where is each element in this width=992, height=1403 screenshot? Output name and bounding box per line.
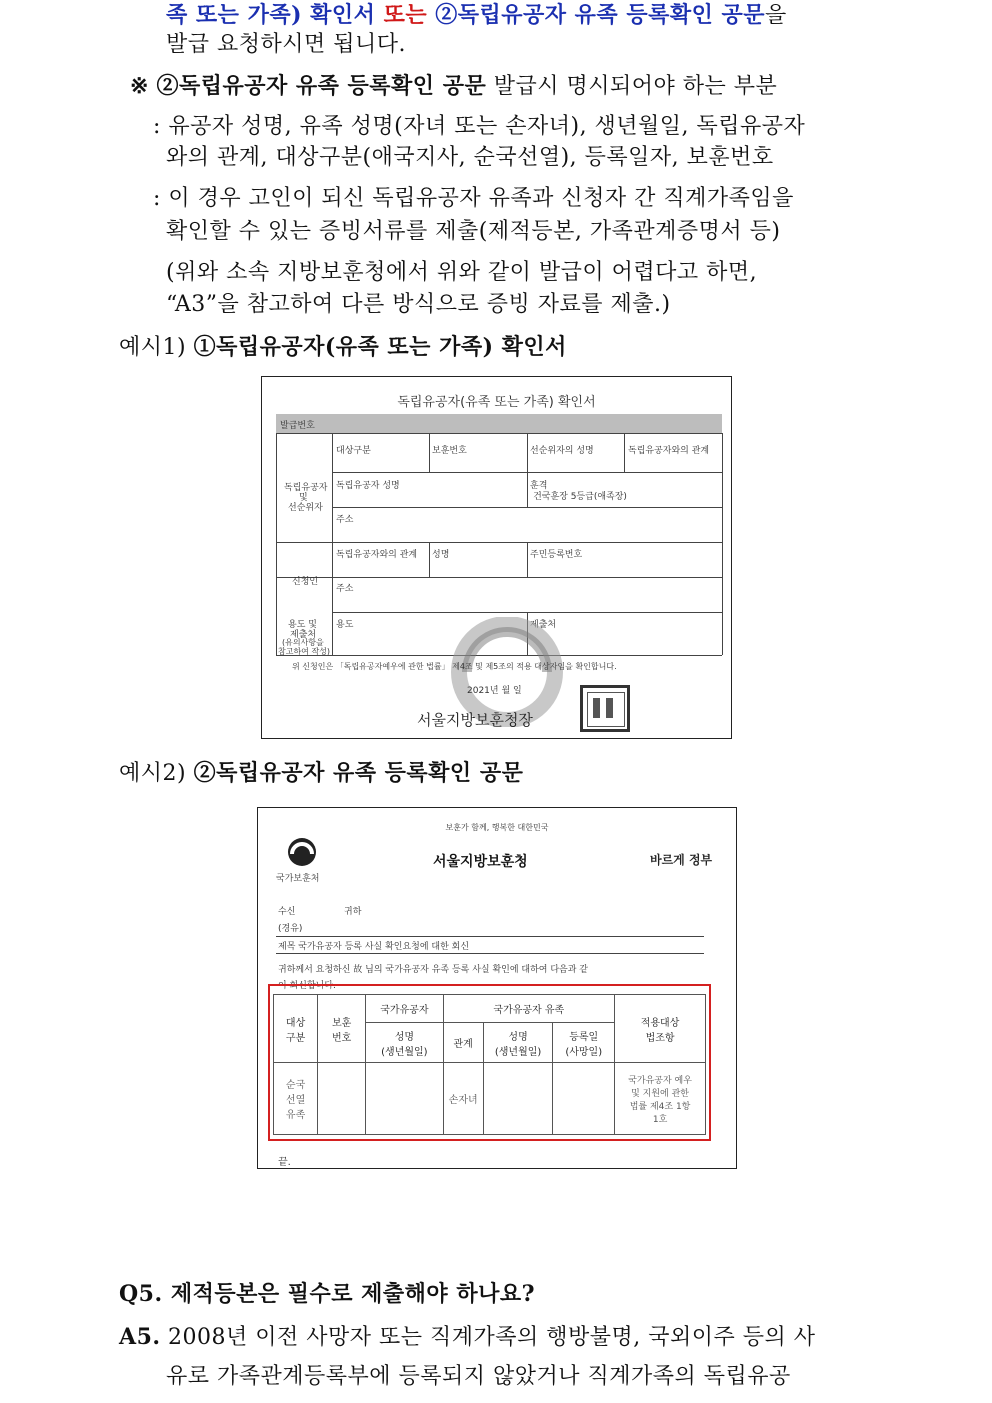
note-rest: 발급시 명시되어야 하는 부분	[486, 74, 778, 99]
cert-left3c: (유의사항을	[282, 638, 324, 647]
cert-rel2: 독립유공자와의 관계	[336, 550, 418, 560]
a5-line-1	[119, 1322, 816, 1353]
cert-heading: 독립유공자(유족 또는 가족) 확인서	[397, 395, 596, 410]
cert-left1b: 및	[299, 493, 308, 503]
note-bullet-1a: : 유공자 성명, 유족 성명(자녀 또는 손자녀), 생년월일, 독립유공자	[153, 114, 806, 139]
letter-recipient-val: 귀하	[344, 907, 362, 917]
cert-left1a: 독립유공자	[284, 483, 328, 493]
a5-label: A5.	[119, 1324, 161, 1350]
cert-merit: 훈격	[530, 481, 548, 491]
cert-left2: 신청인	[292, 577, 319, 587]
cert-resident-no: 주민등록번호	[530, 550, 583, 560]
cert-name: 독립유공자 성명	[336, 481, 400, 491]
td-name2	[483, 1063, 553, 1135]
note-bullet-1b: 와의 관계, 대상구분(애국지사, 순국선열), 등록일자, 보훈번호	[166, 145, 774, 170]
example1-heading	[119, 332, 567, 363]
q5-question	[119, 1279, 535, 1309]
note-title: ②독립유공자 유족 등록확인 공문	[156, 73, 487, 99]
note-bullet-2b: 확인할 수 있는 증빙서류를 제출(제적등본, 가족관계증명서 등)	[166, 219, 781, 244]
note-mark: ※	[130, 73, 149, 99]
th-name2: 성명 (생년월일)	[483, 1023, 553, 1063]
letter-body-2: 이 회신합니다.	[278, 981, 336, 991]
letter-subject: 제목 국가유공자 등록 사실 확인요청에 대한 회신	[278, 942, 470, 952]
letter-info-table	[273, 994, 706, 1135]
th-reg: 등록일 (사망일)	[553, 1023, 615, 1063]
th-name1: 성명 (생년월일)	[366, 1023, 443, 1063]
intro-or: 또는	[383, 2, 428, 28]
cert-c-relation: 독립유공자와의 관계	[628, 446, 710, 456]
td-name1	[366, 1063, 443, 1135]
letter-ministry: 국가보훈처	[276, 874, 320, 884]
th-type: 대상 구분	[274, 995, 318, 1063]
cert-left3b: 제출처	[290, 630, 317, 640]
td-law: 국가유공자 예우 및 지원에 관한 법률 제4조 1항 1호	[615, 1063, 706, 1135]
note-heading	[130, 71, 777, 102]
cert-applicant-name: 성명	[432, 550, 450, 560]
td-rel: 손자녀	[443, 1063, 483, 1135]
q5-text: 제적등본은 필수로 제출해야 하나요?	[170, 1281, 535, 1307]
cert-c-ancestor: 선순위자의 성명	[530, 446, 594, 456]
q5-label: Q5.	[119, 1281, 163, 1307]
cert-submit-to: 제출처	[530, 620, 557, 630]
letter-red-highlight-frame	[268, 984, 711, 1141]
th-family-group: 국가유공자 유족	[443, 995, 615, 1023]
cert-issue-bar	[276, 414, 722, 433]
cert-issuer: 서울지방보훈청장	[417, 711, 533, 729]
example2-heading	[119, 758, 523, 789]
example1-certificate-image	[261, 376, 732, 739]
cert-address: 주소	[336, 515, 354, 525]
cert-address2: 주소	[336, 584, 354, 594]
letter-via: (경유)	[278, 924, 303, 934]
cert-c-type: 대상구분	[336, 446, 371, 456]
cert-date: 2021년 월 일	[467, 686, 522, 696]
taegeuk-logo-icon	[286, 836, 318, 868]
letter-slogan: 보훈가 함께, 행복한 대한민국	[445, 823, 549, 832]
cert-left3a: 용도 및	[288, 620, 317, 630]
intro-line-2: 발급 요청하시면 됩니다.	[166, 32, 407, 57]
intro-line-1	[166, 0, 787, 31]
intro-line-1-d: 을	[765, 3, 787, 28]
a5-line-2: 유로 가족관계등록부에 등록되지 않았거나 직계가족의 독립유공	[166, 1364, 791, 1389]
note-bullet-2a: : 이 경우 고인이 되신 독립유공자 유족과 신청자 간 직계가족임을	[153, 186, 794, 211]
letter-brand-logo: 바르게 정부	[650, 853, 713, 867]
td-reg	[553, 1063, 615, 1135]
example2-letter-image	[257, 807, 737, 1169]
cert-left1c: 선순위자	[288, 503, 323, 513]
th-bohun: 보훈 번호	[318, 995, 366, 1063]
example2-label: 예시2)	[119, 761, 194, 786]
intro-line-1-c: ②독립유공자 유족 등록확인 공문	[427, 2, 765, 28]
letter-recipient: 수신	[278, 907, 296, 917]
example1-label: 예시1)	[119, 335, 194, 360]
td-bohun	[318, 1063, 366, 1135]
cert-confirm: 위 신청인은 「독립유공자예우에 관한 법률」 제4조 및 제5조의 적용 대상자임을 확인합니다.	[292, 662, 617, 671]
cert-merit-val: 건국훈장 5등급(애족장)	[533, 492, 627, 502]
th-law: 적용대상 법조항	[615, 995, 706, 1063]
letter-body-1: 귀하께서 요청하신 故 님의 국가유공자 유족 등록 사실 확인에 대하여 다음과 같	[278, 965, 588, 975]
cert-left3d: 참고하여 작성)	[278, 647, 331, 656]
cert-usage: 용도	[336, 620, 354, 630]
cert-issue-no: 발급번호	[280, 421, 315, 431]
note-paren-2: “A3”을 참고하여 다른 방식으로 증빙 자료를 제출.)	[166, 292, 671, 317]
note-paren-1: (위와 소속 지방보훈청에서 위와 같이 발급이 어렵다고 하면,	[166, 260, 758, 285]
example2-title: ②독립유공자 유족 등록확인 공문	[193, 760, 524, 786]
th-rel: 관계	[443, 1023, 483, 1063]
cert-c-bohun: 보훈번호	[432, 446, 467, 456]
official-seal-stamp	[580, 685, 630, 732]
a5-text-1: 2008년 이전 사망자 또는 직계가족의 행방불명, 국외이주 등의 사	[168, 1325, 816, 1350]
example1-title: ①독립유공자(유족 또는 가족) 확인서	[193, 334, 567, 360]
letter-end: 끝.	[278, 1157, 291, 1168]
letter-agency: 서울지방보훈청	[433, 854, 528, 870]
td-type: 순국 선열 유족	[274, 1063, 318, 1135]
th-merit-group: 국가유공자	[366, 995, 443, 1023]
intro-line-1-a: 족 또는 가족) 확인서	[166, 2, 384, 28]
